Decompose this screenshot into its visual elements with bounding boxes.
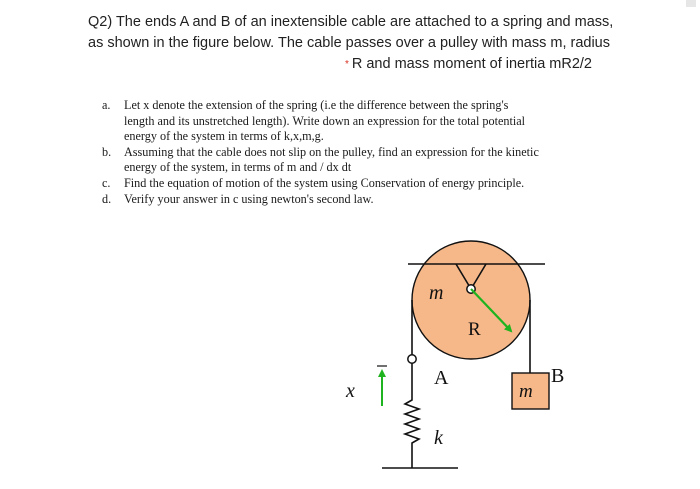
- spring-label: k: [434, 427, 443, 449]
- question-parts-list: [102, 98, 612, 207]
- question-line-3-text: R and mass moment of inertia mR2/2: [351, 56, 592, 72]
- spring-coil: [405, 363, 419, 468]
- point-a-label: A: [434, 367, 449, 389]
- question-line-1: Q2) The ends A and B of an inextensible cable are attached to a spring and mass,: [88, 14, 614, 30]
- part-line: length and its unstretched length). Write down an expression for the total potential: [124, 113, 526, 128]
- radius-label: R: [468, 319, 481, 340]
- asterisk-marker: *: [344, 59, 349, 70]
- part-line: energy of the system, in terms of m and / dx dt: [124, 160, 352, 175]
- part-line: Verify your answer in c using newton's second law.: [124, 191, 374, 206]
- part-label: a.: [102, 98, 111, 112]
- part-label: d.: [102, 191, 112, 206]
- part-line: Assuming that the cable does not slip on the pulley, find an expression for the kinetic: [124, 144, 539, 159]
- hanging-mass-label: m: [519, 381, 533, 402]
- question-line-3: [88, 54, 628, 75]
- part-c: [102, 176, 612, 192]
- question-line-2: as shown in the figure below. The cable passes over a pulley with mass m, radius: [88, 35, 610, 51]
- point-b-label: B: [551, 365, 565, 387]
- part-line: energy of the system in terms of k,x,m,g.: [124, 129, 324, 144]
- part-b: [102, 145, 612, 176]
- part-label: c.: [102, 175, 111, 190]
- part-a: [102, 98, 612, 145]
- pulley-spring-mass-figure: [330, 232, 590, 482]
- part-line: Find the equation of motion of the system using Conservation of energy principle.: [124, 175, 525, 190]
- part-label: b.: [102, 144, 112, 159]
- part-line: Let x denote the extension of the spring (i.e the difference between the spring's: [124, 98, 509, 112]
- part-d: [102, 192, 612, 208]
- pulley-mass-label: m: [429, 282, 444, 304]
- point-a-marker: [408, 355, 416, 363]
- question-header: [88, 12, 628, 75]
- scrollbar-thumb[interactable]: [686, 0, 696, 7]
- extension-label: x: [346, 380, 355, 402]
